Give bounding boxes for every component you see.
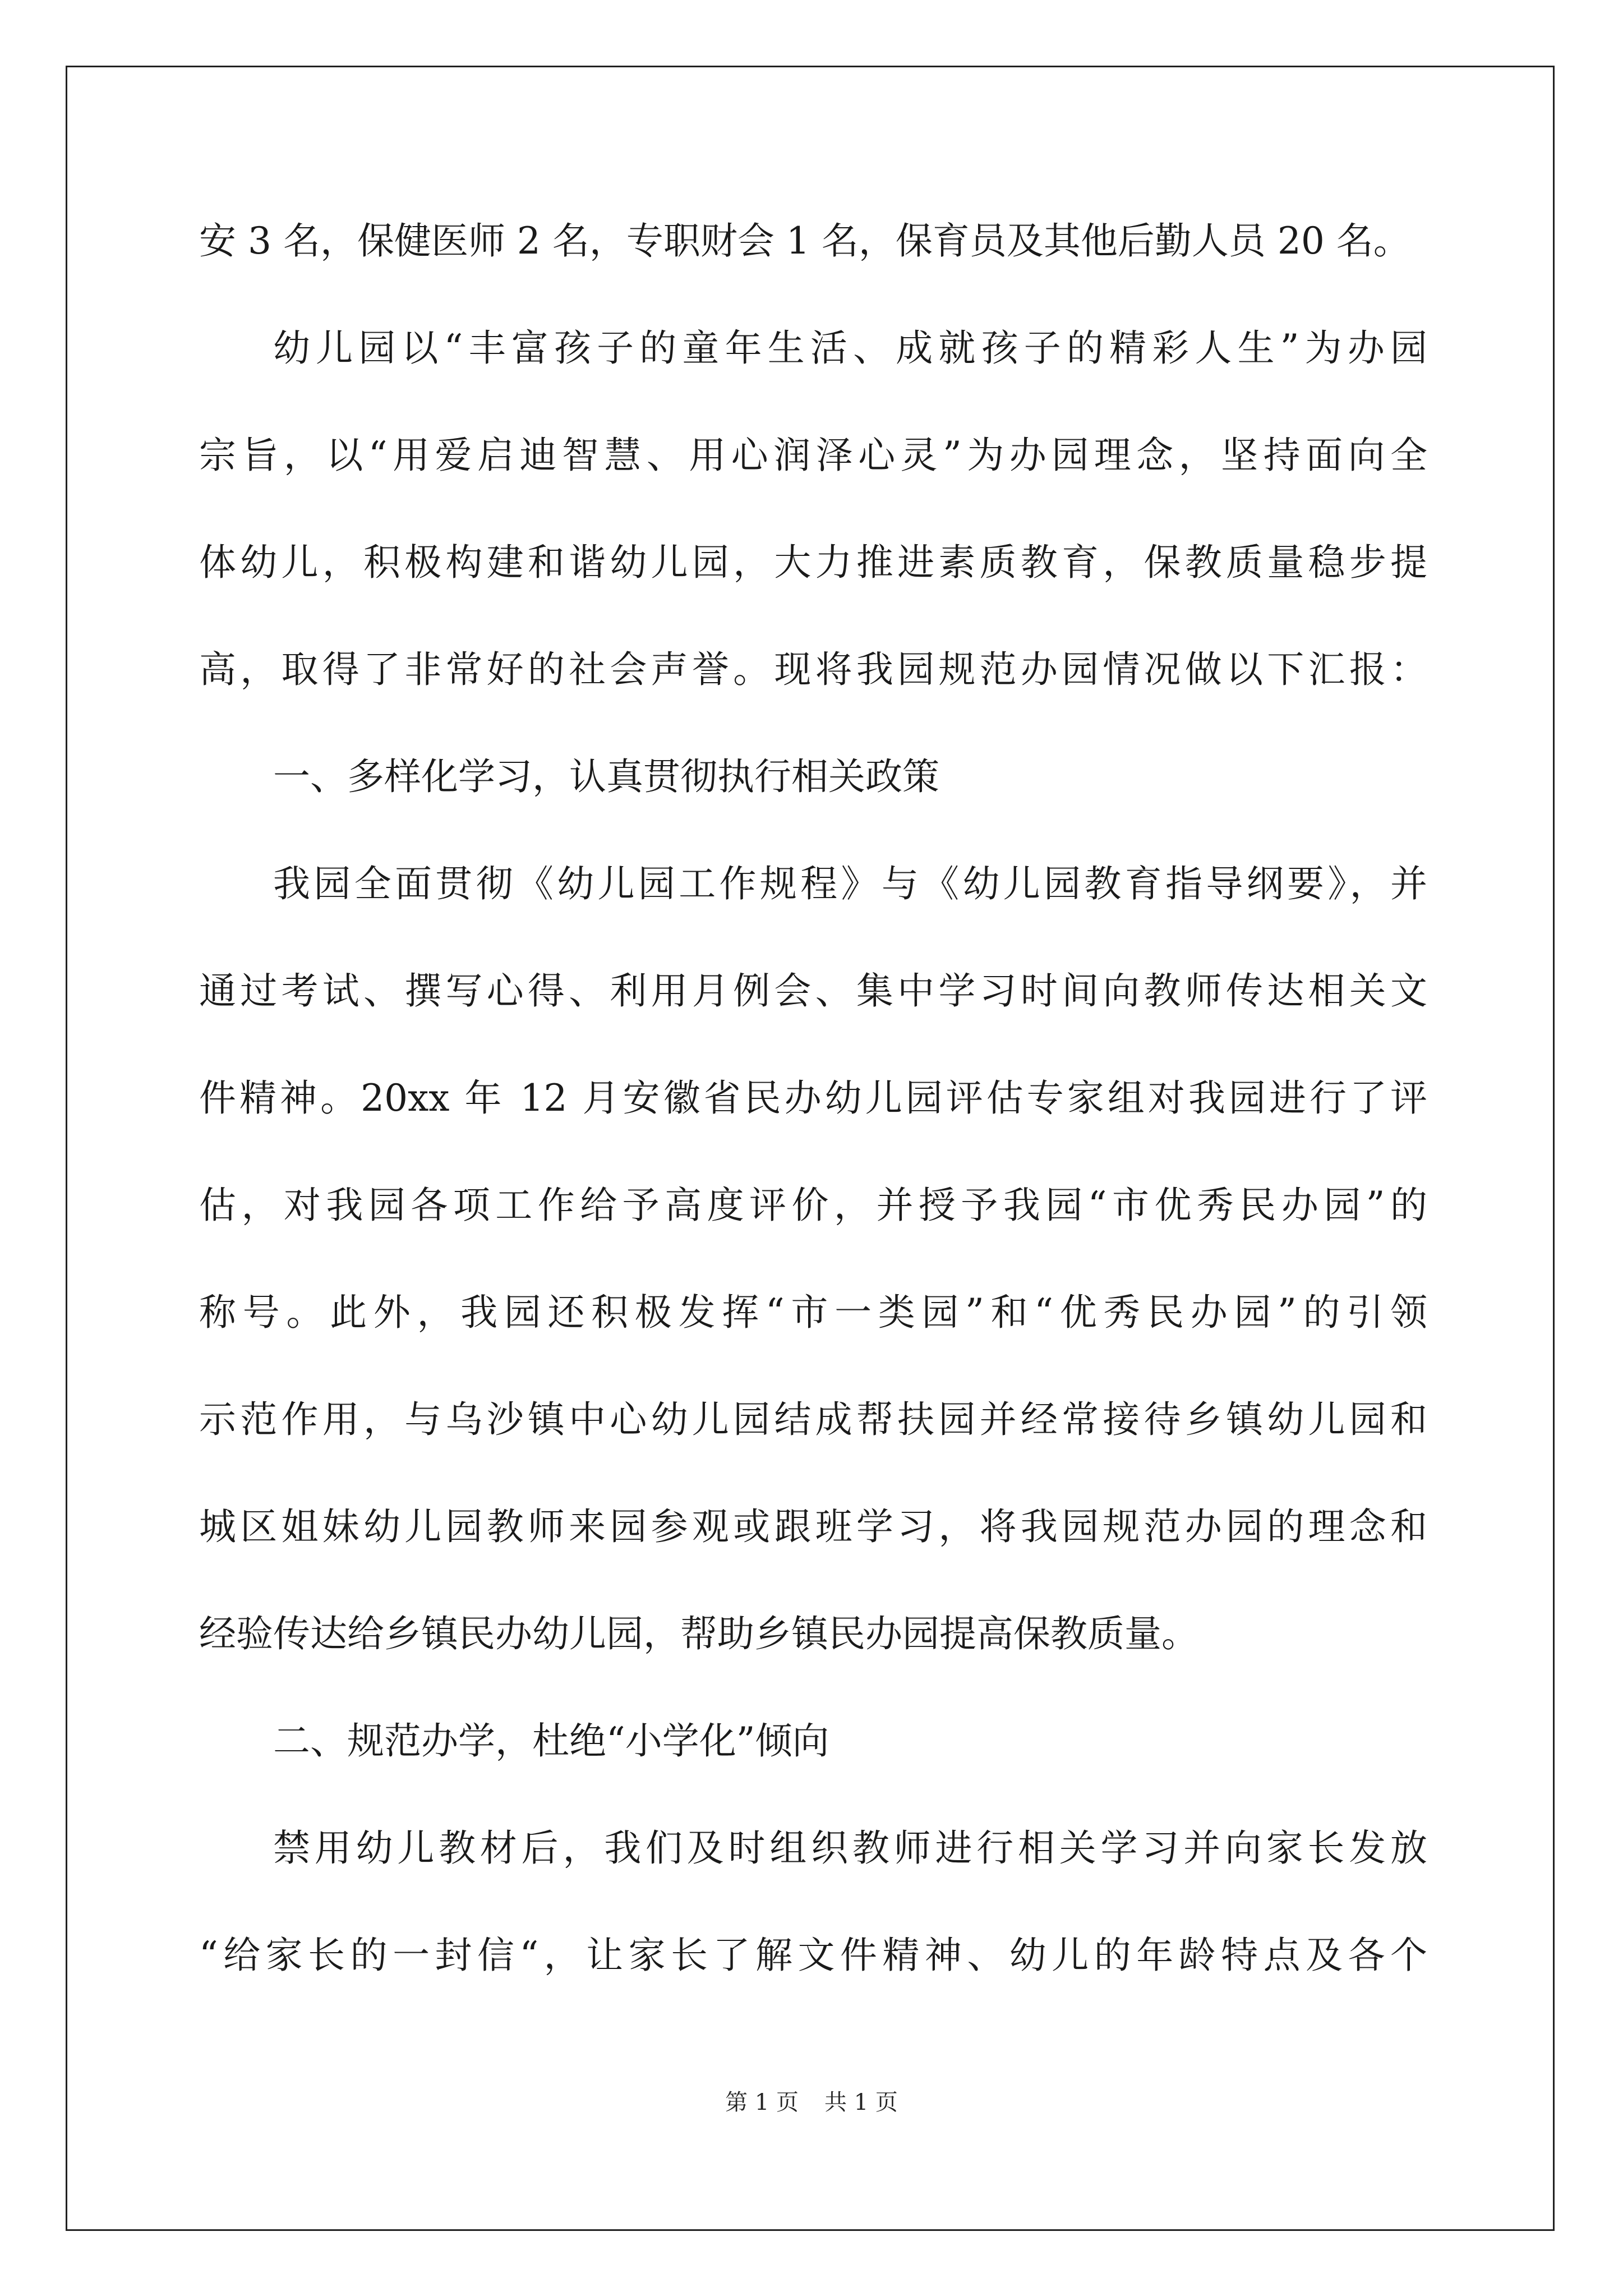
text-line: 件精神。20xx 年 12 月安徽省民办幼儿园评估专家组对我园进行了评 [199,1076,1427,1120]
page-total: 共 1 页 [824,2090,898,2115]
page-footer [0,2087,1623,2118]
text-line: 宗旨，以“用爱启迪智慧、用心润泽心灵”为办园理念，坚持面向全 [199,434,1427,477]
text-line: 经验传达给乡镇民办幼儿园，帮助乡镇民办园提高保教质量。 [199,1612,1198,1655]
text-line: 高，取得了非常好的社会声誉。现将我园规范办园情况做以下汇报： [199,648,1427,691]
text-line: 禁用幼儿教材后，我们及时组织教师进行相关学习并向家长发放 [273,1826,1427,1870]
text-line: 通过考试、撰写心得、利用月例会、集中学习时间向教师传达相关文 [199,969,1427,1013]
document-body [199,210,1427,2032]
text-line: 城区姐妹幼儿园教师来园参观或跟班学习，将我园规范办园的理念和 [199,1505,1427,1548]
text-line: “给家长的一封信“，让家长了解文件精神、幼儿的年龄特点及各个 [199,1934,1427,1977]
text-line: 幼儿园以“丰富孩子的童年生活、成就孩子的精彩人生”为办园 [273,326,1427,370]
text-line: 估，对我园各项工作给予高度评价，并授予我园“市优秀民办园”的 [199,1184,1427,1227]
section-heading: 一、多样化学习，认真贯彻执行相关政策 [273,755,939,798]
text-line: 示范作用，与乌沙镇中心幼儿园结成帮扶园并经常接待乡镇幼儿园和 [199,1398,1427,1441]
page-number: 第 1 页 [725,2090,799,2115]
text-line: 安 3 名，保健医师 2 名，专职财会 1 名，保育员及其他后勤人员 20 名。 [199,219,1410,263]
text-line: 称号。此外，我园还积极发挥“市一类园”和“优秀民办园”的引领 [199,1291,1427,1334]
section-heading: 二、规范办学，杜绝“小学化”倾向 [273,1719,829,1763]
text-line: 我园全面贯彻《幼儿园工作规程》与《幼儿园教育指导纲要》，并 [273,862,1427,905]
text-line: 体幼儿，积极构建和谐幼儿园，大力推进素质教育，保教质量稳步提 [199,541,1427,584]
